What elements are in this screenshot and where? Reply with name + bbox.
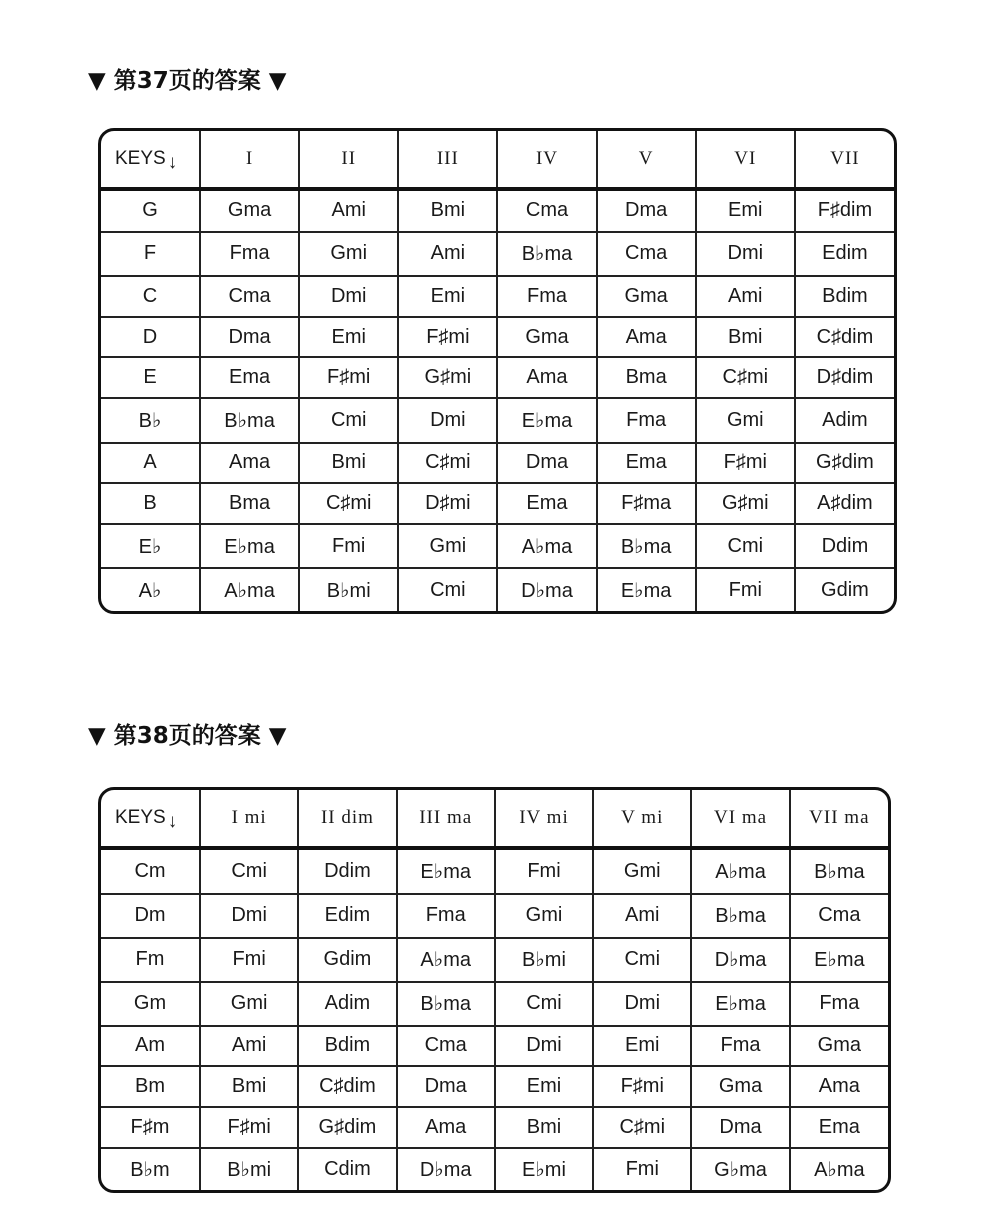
chord-cell: C♯mi — [696, 357, 795, 398]
row-key: B♭ — [101, 398, 200, 442]
chord-cell: Ami — [696, 276, 795, 317]
header-row — [101, 790, 888, 848]
chord-cell: Ddim — [795, 524, 894, 568]
chord-cell: Emi — [696, 189, 795, 232]
chord-cell: Fmi — [299, 524, 398, 568]
chord-cell: Dmi — [200, 894, 298, 938]
column-header: I — [200, 131, 299, 189]
column-header: III ma — [397, 790, 495, 848]
chord-cell: Cmi — [398, 568, 497, 611]
row-key: Fm — [101, 938, 200, 982]
chord-cell: Gdim — [298, 938, 396, 982]
chord-cell: Ema — [597, 443, 696, 484]
chord-cell: Fma — [497, 276, 596, 317]
column-header: IV mi — [495, 790, 593, 848]
table-row — [101, 1026, 888, 1067]
chord-cell: C♯dim — [795, 317, 894, 358]
chord-cell: Gmi — [495, 894, 593, 938]
chord-cell: Ami — [200, 1026, 298, 1067]
chord-cell: B♭ma — [497, 232, 596, 276]
column-header: III — [398, 131, 497, 189]
chord-cell: C♯mi — [398, 443, 497, 484]
chord-cell: Emi — [398, 276, 497, 317]
column-header: IV — [497, 131, 596, 189]
chord-cell: Ama — [397, 1107, 495, 1148]
row-key: E♭ — [101, 524, 200, 568]
chord-cell: Bdim — [795, 276, 894, 317]
chord-cell: Fma — [397, 894, 495, 938]
chord-cell: Dmi — [593, 982, 691, 1026]
chord-cell: Fma — [597, 398, 696, 442]
chord-cell: Bmi — [200, 1066, 298, 1107]
table-row — [101, 1107, 888, 1148]
chord-cell: Cmi — [495, 982, 593, 1026]
chord-cell: D♯dim — [795, 357, 894, 398]
chord-cell: G♯dim — [298, 1107, 396, 1148]
chord-cell: Cdim — [298, 1148, 396, 1190]
row-key: Gm — [101, 982, 200, 1026]
down-arrow-icon: ↓ — [167, 811, 178, 832]
chord-cell: G♯mi — [398, 357, 497, 398]
table-row — [101, 317, 894, 358]
chord-cell: Gma — [790, 1026, 888, 1067]
chord-cell: A♭ma — [397, 938, 495, 982]
chord-cell: Bmi — [299, 443, 398, 484]
column-header: VI ma — [691, 790, 789, 848]
chord-cell: B♭ma — [790, 848, 888, 894]
column-header: II dim — [298, 790, 396, 848]
chord-cell: A♭ma — [790, 1148, 888, 1190]
table-row — [101, 232, 894, 276]
chord-cell: Dmi — [398, 398, 497, 442]
chord-cell: Fmi — [495, 848, 593, 894]
row-key: Cm — [101, 848, 200, 894]
chord-cell: Bmi — [495, 1107, 593, 1148]
chord-cell: Dmi — [299, 276, 398, 317]
chord-cell: Gma — [597, 276, 696, 317]
chord-cell: E♭mi — [495, 1148, 593, 1190]
row-key: A — [101, 443, 200, 484]
chord-cell: E♭ma — [200, 524, 299, 568]
chord-cell: Ema — [497, 483, 596, 524]
chord-cell: E♭ma — [397, 848, 495, 894]
chord-cell: D♯mi — [398, 483, 497, 524]
chord-cell: D♭ma — [397, 1148, 495, 1190]
chord-cell: F♯ma — [597, 483, 696, 524]
chord-cell: Ema — [790, 1107, 888, 1148]
chord-cell: E♭ma — [790, 938, 888, 982]
chord-cell: Fmi — [593, 1148, 691, 1190]
chord-cell: Gmi — [299, 232, 398, 276]
table-row — [101, 398, 894, 442]
chord-cell: Cma — [397, 1026, 495, 1067]
header-row — [101, 131, 894, 189]
chord-cell: Bdim — [298, 1026, 396, 1067]
chord-cell: Fma — [790, 982, 888, 1026]
keys-header — [101, 131, 200, 189]
chord-table-page-37 — [98, 128, 897, 614]
chord-cell: Emi — [593, 1026, 691, 1067]
chord-cell: D♭ma — [691, 938, 789, 982]
chord-cell: Ema — [200, 357, 299, 398]
chord-cell: Dma — [597, 189, 696, 232]
section-title-page-38: ▼ 第38页的答案 ▼ — [88, 723, 287, 749]
chord-cell: Dma — [497, 443, 596, 484]
row-key: C — [101, 276, 200, 317]
chord-cell: B♭ma — [200, 398, 299, 442]
keys-label: KEYS — [115, 807, 166, 828]
down-arrow-icon: ↓ — [167, 152, 178, 173]
row-key: B♭m — [101, 1148, 200, 1190]
row-key: G — [101, 189, 200, 232]
chord-cell: A♯dim — [795, 483, 894, 524]
chord-cell: Cma — [597, 232, 696, 276]
chord-cell: Fma — [691, 1026, 789, 1067]
table-row — [101, 1148, 888, 1190]
chord-cell: A♭ma — [497, 524, 596, 568]
table-row — [101, 894, 888, 938]
chord-cell: Ama — [790, 1066, 888, 1107]
table-row — [101, 938, 888, 982]
chord-cell: Edim — [795, 232, 894, 276]
chord-cell: G♭ma — [691, 1148, 789, 1190]
chord-cell: Emi — [299, 317, 398, 358]
chord-cell: Cma — [200, 276, 299, 317]
chord-cell: F♯mi — [593, 1066, 691, 1107]
table-row — [101, 357, 894, 398]
chord-cell: F♯dim — [795, 189, 894, 232]
row-key: D — [101, 317, 200, 358]
chord-cell: D♭ma — [497, 568, 596, 611]
section-title-page-37: ▼ 第37页的答案 ▼ — [88, 68, 287, 94]
column-header: VII ma — [790, 790, 888, 848]
chord-cell: C♯dim — [298, 1066, 396, 1107]
chord-table — [101, 131, 894, 611]
chord-cell: Adim — [298, 982, 396, 1026]
table-row — [101, 276, 894, 317]
table-row — [101, 443, 894, 484]
column-header: I mi — [200, 790, 298, 848]
chord-cell: Ami — [398, 232, 497, 276]
chord-cell: A♭ma — [200, 568, 299, 611]
chord-cell: Fmi — [200, 938, 298, 982]
chord-cell: E♭ma — [597, 568, 696, 611]
chord-cell: F♯mi — [200, 1107, 298, 1148]
row-key: F♯m — [101, 1107, 200, 1148]
chord-cell: Gmi — [696, 398, 795, 442]
column-header: II — [299, 131, 398, 189]
table-row — [101, 848, 888, 894]
chord-cell: F♯mi — [299, 357, 398, 398]
chord-cell: Gma — [200, 189, 299, 232]
column-header: VII — [795, 131, 894, 189]
chord-cell: Edim — [298, 894, 396, 938]
chord-cell: Fmi — [696, 568, 795, 611]
chord-cell: F♯mi — [696, 443, 795, 484]
row-key: F — [101, 232, 200, 276]
table-row — [101, 568, 894, 611]
chord-cell: Cma — [497, 189, 596, 232]
chord-cell: C♯mi — [593, 1107, 691, 1148]
chord-cell: Fma — [200, 232, 299, 276]
table-row — [101, 483, 894, 524]
chord-cell: Adim — [795, 398, 894, 442]
chord-cell: G♯dim — [795, 443, 894, 484]
table-row — [101, 189, 894, 232]
chord-cell: Cma — [790, 894, 888, 938]
chord-cell: Cmi — [299, 398, 398, 442]
chord-cell: B♭ma — [691, 894, 789, 938]
row-key: Dm — [101, 894, 200, 938]
chord-table-page-38 — [98, 787, 891, 1193]
chord-cell: Emi — [495, 1066, 593, 1107]
chord-cell: Ama — [200, 443, 299, 484]
chord-cell: Bmi — [398, 189, 497, 232]
chord-cell: B♭ma — [397, 982, 495, 1026]
chord-table — [101, 790, 888, 1190]
chord-cell: Gmi — [398, 524, 497, 568]
chord-cell: G♯mi — [696, 483, 795, 524]
chord-cell: Cmi — [593, 938, 691, 982]
chord-cell: Bma — [597, 357, 696, 398]
chord-cell: C♯mi — [299, 483, 398, 524]
chord-cell: B♭mi — [200, 1148, 298, 1190]
chord-cell: E♭ma — [497, 398, 596, 442]
table-row — [101, 1066, 888, 1107]
column-header: V — [597, 131, 696, 189]
chord-cell: Dmi — [495, 1026, 593, 1067]
table-row — [101, 982, 888, 1026]
chord-cell: B♭mi — [299, 568, 398, 611]
chord-cell: Gdim — [795, 568, 894, 611]
row-key: A♭ — [101, 568, 200, 611]
chord-cell: F♯mi — [398, 317, 497, 358]
chord-cell: Ama — [597, 317, 696, 358]
chord-cell: Dma — [397, 1066, 495, 1107]
column-header: V mi — [593, 790, 691, 848]
row-key: Am — [101, 1026, 200, 1067]
row-key: Bm — [101, 1066, 200, 1107]
chord-cell: Gma — [691, 1066, 789, 1107]
row-key: B — [101, 483, 200, 524]
chord-cell: B♭mi — [495, 938, 593, 982]
chord-cell: Gma — [497, 317, 596, 358]
chord-cell: Gmi — [200, 982, 298, 1026]
chord-cell: Ddim — [298, 848, 396, 894]
table-row — [101, 524, 894, 568]
chord-cell: Bma — [200, 483, 299, 524]
chord-cell: Gmi — [593, 848, 691, 894]
chord-cell: B♭ma — [597, 524, 696, 568]
chord-cell: Bmi — [696, 317, 795, 358]
chord-cell: Cmi — [696, 524, 795, 568]
chord-cell: E♭ma — [691, 982, 789, 1026]
chord-cell: Ama — [497, 357, 596, 398]
chord-cell: Dma — [691, 1107, 789, 1148]
chord-cell: Ami — [593, 894, 691, 938]
chord-cell: Dmi — [696, 232, 795, 276]
keys-header — [101, 790, 200, 848]
chord-cell: Dma — [200, 317, 299, 358]
chord-cell: A♭ma — [691, 848, 789, 894]
row-key: E — [101, 357, 200, 398]
column-header: VI — [696, 131, 795, 189]
chord-cell: Ami — [299, 189, 398, 232]
chord-cell: Cmi — [200, 848, 298, 894]
keys-label: KEYS — [115, 148, 166, 169]
